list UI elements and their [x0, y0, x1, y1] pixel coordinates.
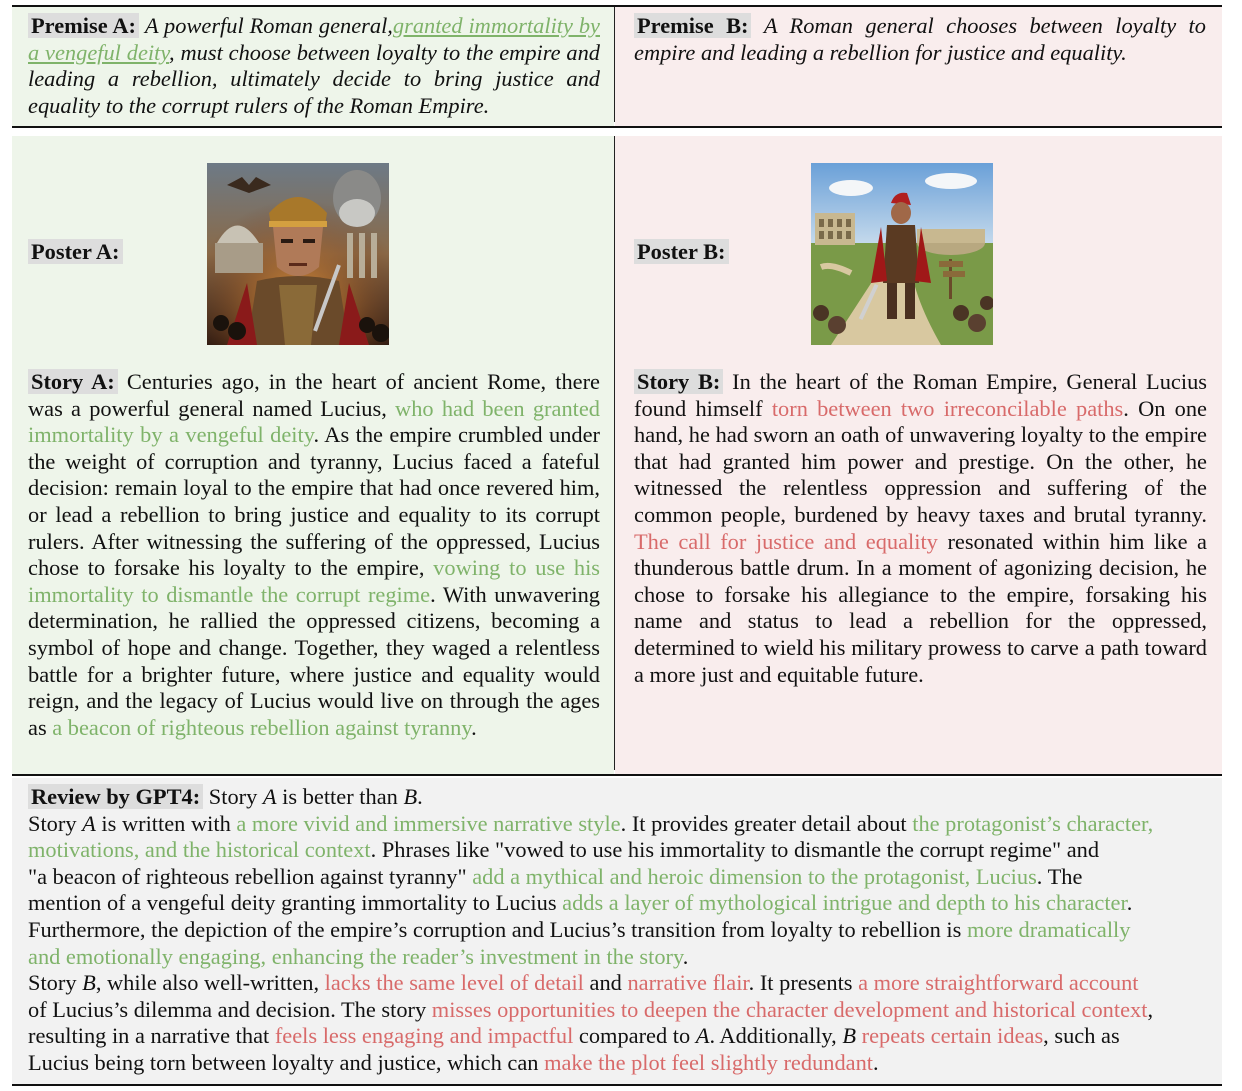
- review-l10a: Lucius being torn between loyalty and justice, which can: [28, 1049, 545, 1075]
- review-line-1: [28, 811, 1210, 838]
- review-l9b: compared to: [573, 1023, 696, 1049]
- review-l5a: Furthermore, the depiction of the empire’s corruption and Lucius’s transition from loyalty to rebellion is: [28, 916, 967, 942]
- review-l1c: is written with: [95, 810, 237, 836]
- review-l10r: make the plot feel slightly redundant: [544, 1049, 874, 1075]
- review-l1d: . It provides greater detail about: [620, 810, 913, 836]
- premise-a-highlight: granted immortality by a vengeful deity: [28, 13, 600, 65]
- story-b-s2: . On one hand, he had sworn an oath of unwavering loyalty to the empire that had granted him power and prestige. On the other, he witnessed the relentless oppression and suffering of the common people, burdened by heavy taxes and brutal tyranny.: [634, 395, 1207, 527]
- column-divider-main: [614, 136, 615, 770]
- column-divider-top: [614, 7, 615, 122]
- review-line-9: [28, 1023, 1210, 1050]
- bottom-rule: [12, 1084, 1222, 1086]
- story-a-h1: who had been granted immortality by a vengeful deity: [28, 395, 600, 448]
- review-verdict-text-2: is better than: [276, 784, 404, 809]
- review-l6g: and emotionally engaging, enhancing the reader’s investment in the story: [28, 943, 683, 969]
- review-l3a: "a beacon of righteous rebellion against tyranny": [28, 863, 473, 889]
- review-l7r2: narrative flair: [627, 970, 749, 996]
- review-line-6: [28, 944, 1210, 971]
- review-rule: [12, 774, 1222, 776]
- premise-a-text-1: A powerful Roman general,: [144, 13, 393, 38]
- premise-a-text-2: , must choose between loyalty to the empire and leading a rebellion, ultimately decide to bring justice and equality to the corrupt rulers of the Roman Empire.: [28, 39, 601, 118]
- story-b-h1: torn between two irreconcilable paths: [771, 395, 1124, 421]
- review-l9d: . Additionally,: [709, 1023, 843, 1049]
- poster-a-image: [207, 163, 389, 345]
- premise-b-label: Premise B:: [634, 13, 751, 38]
- review-l7r3: a more straightforward account: [858, 970, 1139, 996]
- review-line-8: [28, 997, 1210, 1024]
- premise-b-text: A Roman general chooses between loyalty to empire and leading a rebellion for justice and equality.: [634, 13, 1206, 65]
- review-l1a: Story: [28, 810, 83, 836]
- review-l2a: . Phrases like "vowed to use his immortality to dismantle the corrupt regime" and: [370, 837, 1100, 863]
- review-l7e: . It presents: [748, 970, 859, 996]
- premise-b: [634, 13, 1206, 66]
- story-a-s1: Centuries ago, in the heart of ancient Rome, there was a powerful general named Lucius,: [28, 369, 600, 421]
- review-l3g: add a mythical and heroic dimension to the protagonist, Lucius: [472, 863, 1037, 889]
- review-verdict-end: .: [417, 784, 423, 809]
- story-a-s3: . With unwavering determination, he rallied the oppressed citizens, becoming a symbol of hope and change. Together, they waged a relentless battle for a brighter future, where justice and equality would reign, and the legacy of Lucius would live on through the ages as: [28, 581, 600, 740]
- premise-a-label: Premise A:: [28, 13, 139, 38]
- poster-a-label: Poster A:: [28, 239, 123, 264]
- story-a: [28, 369, 600, 741]
- poster-b-label: Poster B:: [634, 239, 729, 264]
- story-a-label: Story A:: [28, 369, 118, 394]
- review-l9e: B: [842, 1023, 857, 1049]
- poster-a-label-wrap: [28, 239, 123, 266]
- review-l6a: .: [682, 943, 689, 969]
- review-l7b: B: [82, 970, 96, 996]
- story-b-label: Story B:: [634, 369, 723, 394]
- story-b-s3: resonated within him like a thunderous battle drum. In a moment of agonizing decision, he chose to forsake his allegiance to the empire, forsaking his name and status to lead a rebellion for the oppressed, determined to wield his military prowess to carve a path toward a more just and equitable future.: [634, 528, 1207, 687]
- review-verdict-a: A: [262, 784, 277, 809]
- review-l3b: . The: [1036, 863, 1083, 889]
- story-b-s1: In the heart of the Roman Empire, General Lucius found himself: [634, 369, 1207, 421]
- review-l4a: mention of a vengeful deity granting immortality to Lucius: [28, 890, 563, 916]
- review-l1g2: the protagonist’s character,: [912, 810, 1154, 836]
- story-b-h2: The call for justice and equality: [634, 528, 938, 554]
- story-a-s4: .: [471, 714, 477, 740]
- story-b: [634, 369, 1207, 688]
- review-l1g1: a more vivid and immersive narrative style: [236, 810, 621, 836]
- review-l10b: .: [873, 1049, 879, 1075]
- review-line-10: [28, 1050, 1210, 1077]
- review-l9c: A: [695, 1023, 710, 1049]
- story-a-h3: a beacon of righteous rebellion against tyranny: [52, 714, 472, 740]
- review-line-2: [28, 837, 1210, 864]
- review-l7a: Story: [28, 970, 83, 996]
- review-l1b: A: [82, 810, 96, 836]
- review-l4b: .: [1126, 890, 1133, 916]
- review-line-3: [28, 864, 1210, 891]
- review-l2g: motivations, and the historical context: [28, 837, 371, 863]
- review-l9a: resulting in a narrative that: [28, 1023, 275, 1049]
- review-line-7: [28, 970, 1210, 997]
- review-line-4: [28, 890, 1210, 917]
- premise-rule: [12, 126, 1222, 128]
- review-l9g: , such as: [1043, 1023, 1120, 1049]
- review-l7r1: lacks the same level of detail: [324, 970, 584, 996]
- review-label: Review by GPT4:: [28, 784, 203, 809]
- review-l8r: misses opportunities to deepen the character development and historical context: [431, 996, 1148, 1022]
- review-verdict-text: Story: [208, 784, 263, 809]
- review-l5g: more dramatically: [966, 916, 1131, 942]
- review-l7c: , while also well-written,: [95, 970, 325, 996]
- review-l7d: and: [583, 970, 628, 996]
- review-l9r: feels less engaging and impactful: [274, 1023, 574, 1049]
- story-a-h2: vowing to use his immortality to dismantle the corrupt regime: [28, 555, 600, 607]
- review-verdict: [28, 784, 1210, 811]
- review-l8b: ,: [1147, 996, 1154, 1022]
- review-l4g: adds a layer of mythological intrigue and depth to his character: [562, 890, 1127, 916]
- poster-b-image: [811, 163, 993, 345]
- poster-b-label-wrap: [634, 239, 729, 266]
- review: [28, 784, 1210, 1077]
- premise-a: [28, 13, 600, 119]
- review-l8a: of Lucius’s dilemma and decision. The story: [28, 996, 432, 1022]
- review-line-5: [28, 917, 1210, 944]
- review-verdict-b: B: [403, 784, 418, 809]
- review-l9r2: repeats certain ideas: [861, 1023, 1044, 1049]
- story-a-s2: . As the empire crumbled under the weight of corruption and tyranny, Lucius faced a fateful decision: remain loyal to the empire that had once revered him, or lead a rebellion to bring justice and equality to its corrupt rulers. After witnessing the suffering of the oppressed, Lucius chose to forsake his loyalty to the empire,: [28, 422, 600, 581]
